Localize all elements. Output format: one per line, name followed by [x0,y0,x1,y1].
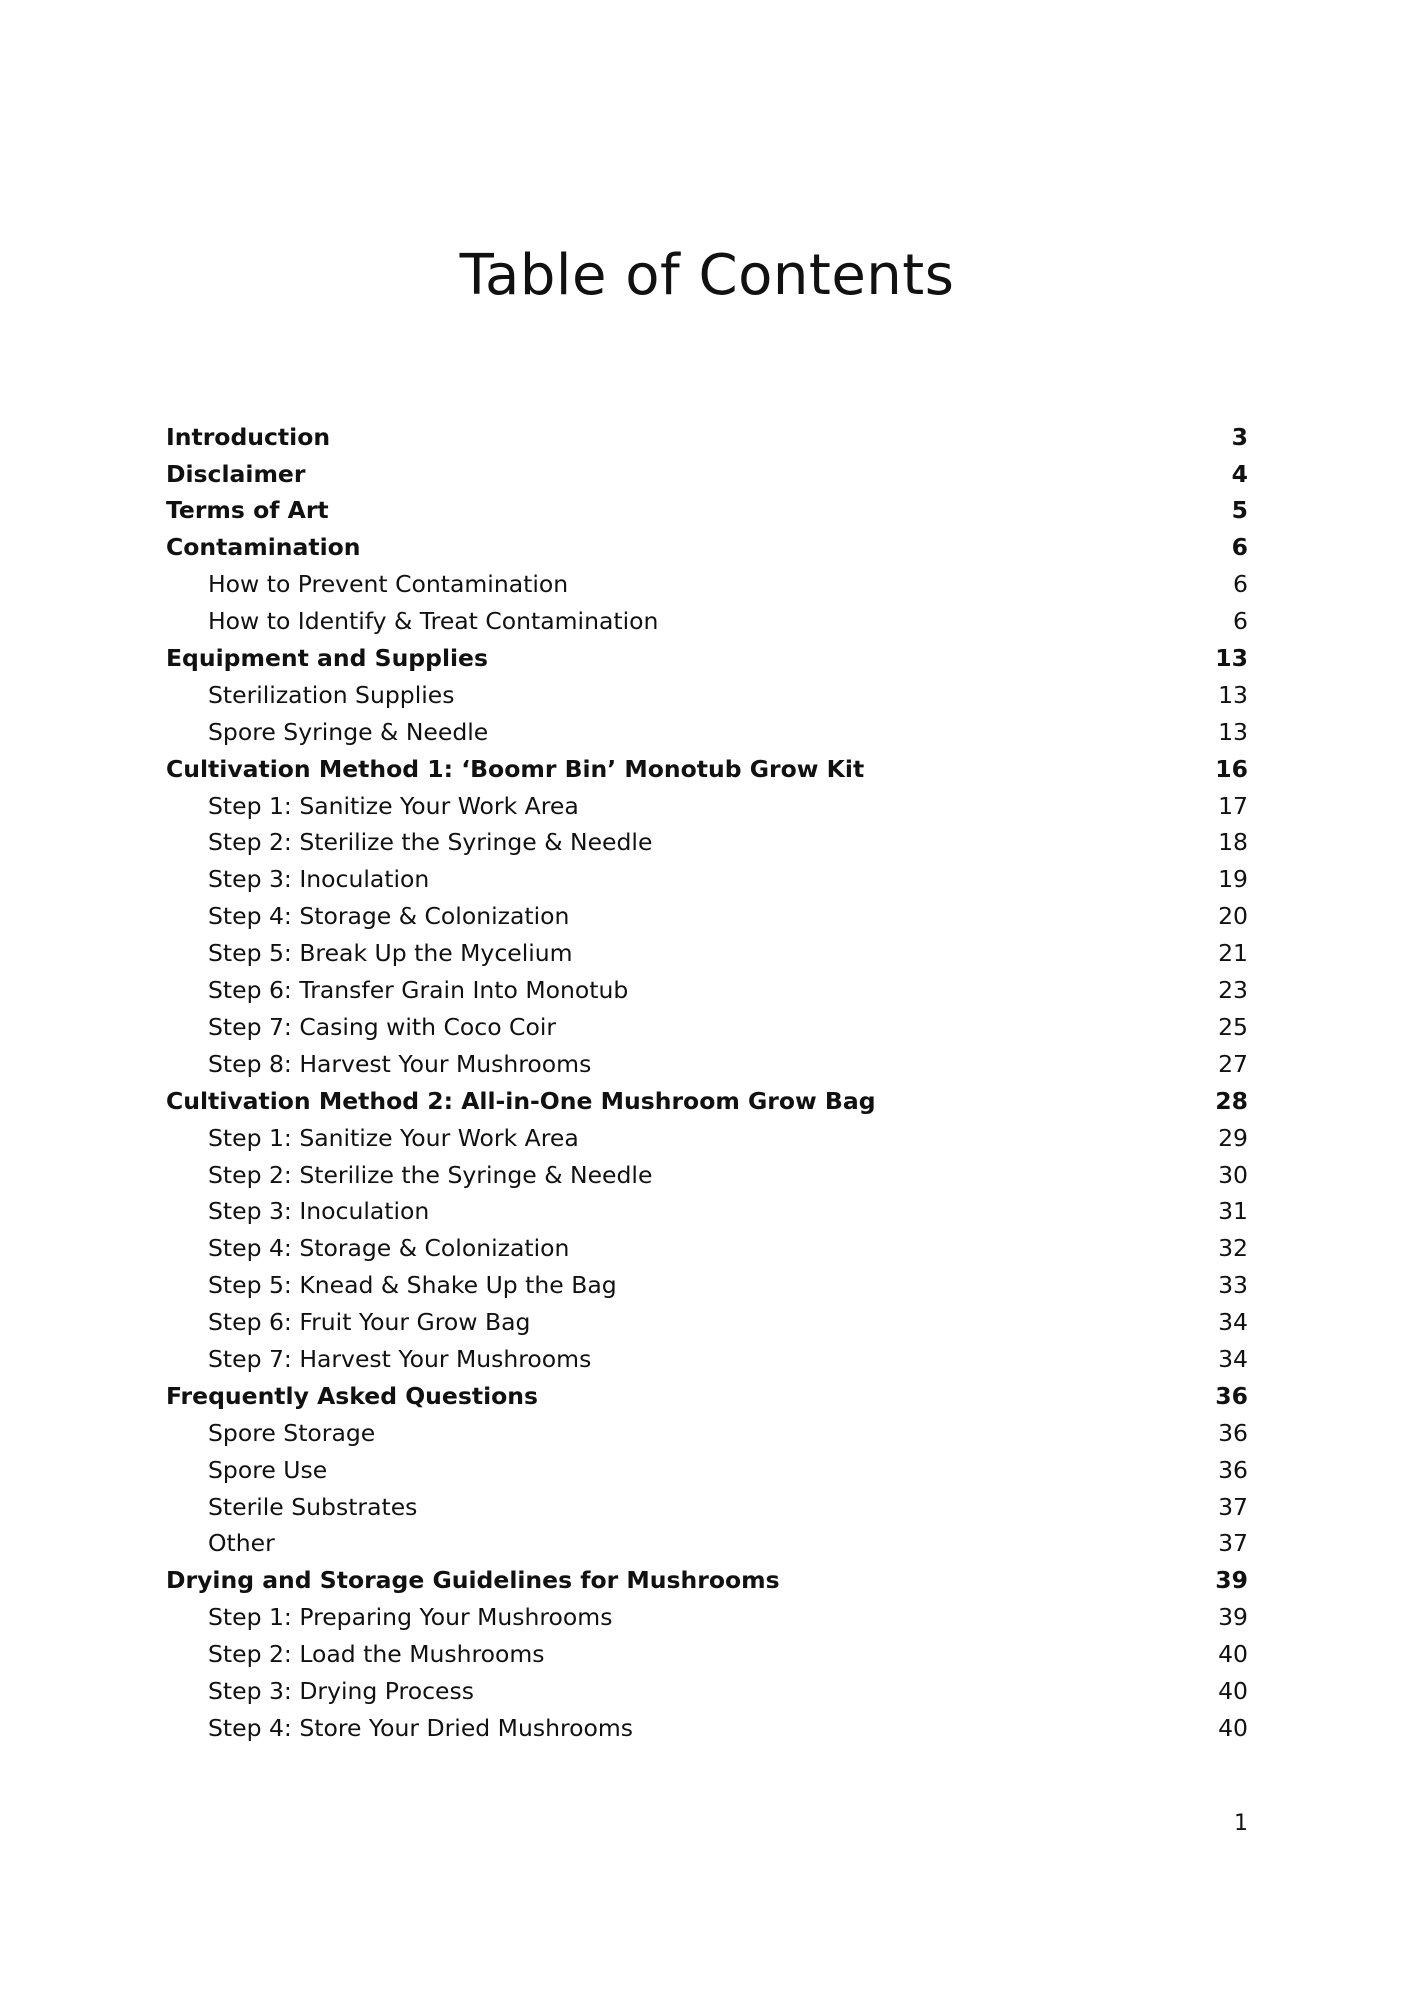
toc-entry-label: How to Identify & Treat Contamination [208,607,659,636]
toc-entry-label: Step 3: Inoculation [208,1197,430,1226]
toc-subsection-entry[interactable] [166,1194,1248,1231]
toc-entry-label: Step 7: Harvest Your Mushrooms [208,1344,592,1373]
toc-subsection-entry[interactable] [166,1046,1248,1083]
toc-subsection-entry[interactable] [166,1231,1248,1268]
toc-entry-label: Step 4: Storage & Colonization [208,1234,570,1263]
toc-entry-label: Introduction [166,422,331,451]
toc-subsection-entry[interactable] [166,603,1248,640]
toc-entry-label: Step 2: Sterilize the Syringe & Needle [208,1160,653,1189]
toc-entry-page-number: 27 [1218,1049,1248,1078]
toc-entry-page-number: 36 [1218,1455,1248,1484]
toc-entry-page-number: 37 [1218,1529,1248,1558]
toc-section-entry[interactable] [166,493,1248,530]
toc-entry-label: Disclaimer [166,459,306,488]
toc-entry-page-number: 34 [1218,1344,1248,1373]
toc-section-entry[interactable] [166,640,1248,677]
toc-section-entry[interactable] [166,456,1248,493]
toc-entry-label: Step 5: Knead & Shake Up the Bag [208,1271,617,1300]
toc-entry-label: Step 8: Harvest Your Mushrooms [208,1049,592,1078]
toc-entry-page-number: 13 [1218,680,1248,709]
toc-subsection-entry[interactable] [166,1710,1248,1747]
toc-entry-label: Step 3: Inoculation [208,865,430,894]
toc-subsection-entry[interactable] [166,1267,1248,1304]
toc-entry-label: Frequently Asked Questions [166,1381,538,1410]
toc-entry-page-number: 13 [1215,644,1248,673]
toc-entry-label: Step 1: Sanitize Your Work Area [208,1123,579,1152]
table-of-contents [166,419,1248,1747]
toc-entry-page-number: 6 [1233,570,1248,599]
toc-subsection-entry[interactable] [166,714,1248,751]
toc-entry-page-number: 32 [1218,1234,1248,1263]
toc-entry-page-number: 21 [1218,939,1248,968]
page-title: Table of Contents [459,243,955,308]
toc-entry-page-number: 29 [1218,1123,1248,1152]
toc-entry-label: Step 5: Break Up the Mycelium [208,939,573,968]
toc-entry-page-number: 39 [1215,1566,1248,1595]
toc-entry-label: How to Prevent Contamination [208,570,569,599]
toc-entry-page-number: 6 [1231,533,1248,562]
toc-section-entry[interactable] [166,1563,1248,1600]
toc-subsection-entry[interactable] [166,1415,1248,1452]
toc-subsection-entry[interactable] [166,1600,1248,1637]
toc-entry-page-number: 19 [1218,865,1248,894]
page-number: 1 [1234,1811,1248,1836]
toc-section-entry[interactable] [166,1378,1248,1415]
toc-section-entry[interactable] [166,530,1248,567]
toc-subsection-entry[interactable] [166,1526,1248,1563]
toc-entry-label: Other [208,1529,275,1558]
toc-entry-label: Equipment and Supplies [166,644,488,673]
toc-entry-page-number: 36 [1215,1381,1248,1410]
toc-entry-label: Step 7: Casing with Coco Coir [208,1012,557,1041]
toc-entry-page-number: 20 [1218,902,1248,931]
toc-entry-page-number: 25 [1218,1012,1248,1041]
toc-entry-label: Contamination [166,533,361,562]
toc-entry-label: Step 2: Sterilize the Syringe & Needle [208,828,653,857]
toc-entry-label: Step 2: Load the Mushrooms [208,1640,545,1669]
toc-entry-label: Step 6: Fruit Your Grow Bag [208,1308,531,1337]
toc-entry-label: Step 4: Storage & Colonization [208,902,570,931]
toc-subsection-entry[interactable] [166,677,1248,714]
toc-subsection-entry[interactable] [166,788,1248,825]
toc-entry-page-number: 17 [1218,791,1248,820]
toc-entry-page-number: 40 [1218,1676,1248,1705]
toc-subsection-entry[interactable] [166,1304,1248,1341]
toc-section-entry[interactable] [166,419,1248,456]
toc-entry-label: Step 1: Preparing Your Mushrooms [208,1603,613,1632]
toc-subsection-entry[interactable] [166,567,1248,604]
toc-entry-label: Sterilization Supplies [208,680,455,709]
toc-subsection-entry[interactable] [166,1673,1248,1710]
toc-entry-label: Step 4: Store Your Dried Mushrooms [208,1713,634,1742]
toc-entry-page-number: 39 [1218,1603,1248,1632]
toc-subsection-entry[interactable] [166,825,1248,862]
toc-entry-page-number: 13 [1218,717,1248,746]
toc-entry-label: Spore Use [208,1455,328,1484]
toc-entry-label: Step 1: Sanitize Your Work Area [208,791,579,820]
toc-entry-page-number: 28 [1215,1086,1248,1115]
toc-entry-page-number: 23 [1218,976,1248,1005]
toc-subsection-entry[interactable] [166,1489,1248,1526]
toc-subsection-entry[interactable] [166,1341,1248,1378]
toc-entry-page-number: 33 [1218,1271,1248,1300]
toc-section-entry[interactable] [166,751,1248,788]
toc-subsection-entry[interactable] [166,1636,1248,1673]
toc-entry-label: Cultivation Method 2: All-in-One Mushroom Grow Bag [166,1086,876,1115]
toc-subsection-entry[interactable] [166,862,1248,899]
toc-entry-page-number: 34 [1218,1308,1248,1337]
toc-entry-page-number: 3 [1231,422,1248,451]
toc-subsection-entry[interactable] [166,1009,1248,1046]
toc-entry-page-number: 36 [1218,1418,1248,1447]
toc-section-entry[interactable] [166,1083,1248,1120]
toc-entry-label: Cultivation Method 1: ‘Boomr Bin’ Monotub Grow Kit [166,754,865,783]
toc-subsection-entry[interactable] [166,1120,1248,1157]
toc-subsection-entry[interactable] [166,935,1248,972]
toc-subsection-entry[interactable] [166,1157,1248,1194]
toc-entry-page-number: 16 [1215,754,1248,783]
toc-entry-label: Sterile Substrates [208,1492,418,1521]
toc-subsection-entry[interactable] [166,1452,1248,1489]
toc-subsection-entry[interactable] [166,972,1248,1009]
toc-entry-page-number: 18 [1218,828,1248,857]
toc-entry-label: Step 3: Drying Process [208,1676,474,1705]
toc-entry-page-number: 37 [1218,1492,1248,1521]
toc-entry-label: Drying and Storage Guidelines for Mushrooms [166,1566,780,1595]
toc-entry-label: Step 6: Transfer Grain Into Monotub [208,976,629,1005]
toc-entry-page-number: 40 [1218,1713,1248,1742]
toc-subsection-entry[interactable] [166,899,1248,936]
toc-entry-page-number: 31 [1218,1197,1248,1226]
toc-entry-page-number: 6 [1233,607,1248,636]
toc-entry-label: Spore Syringe & Needle [208,717,489,746]
toc-entry-label: Terms of Art [166,496,329,525]
toc-entry-page-number: 5 [1231,496,1248,525]
toc-entry-page-number: 30 [1218,1160,1248,1189]
toc-entry-label: Spore Storage [208,1418,376,1447]
toc-entry-page-number: 40 [1218,1640,1248,1669]
toc-entry-page-number: 4 [1231,459,1248,488]
